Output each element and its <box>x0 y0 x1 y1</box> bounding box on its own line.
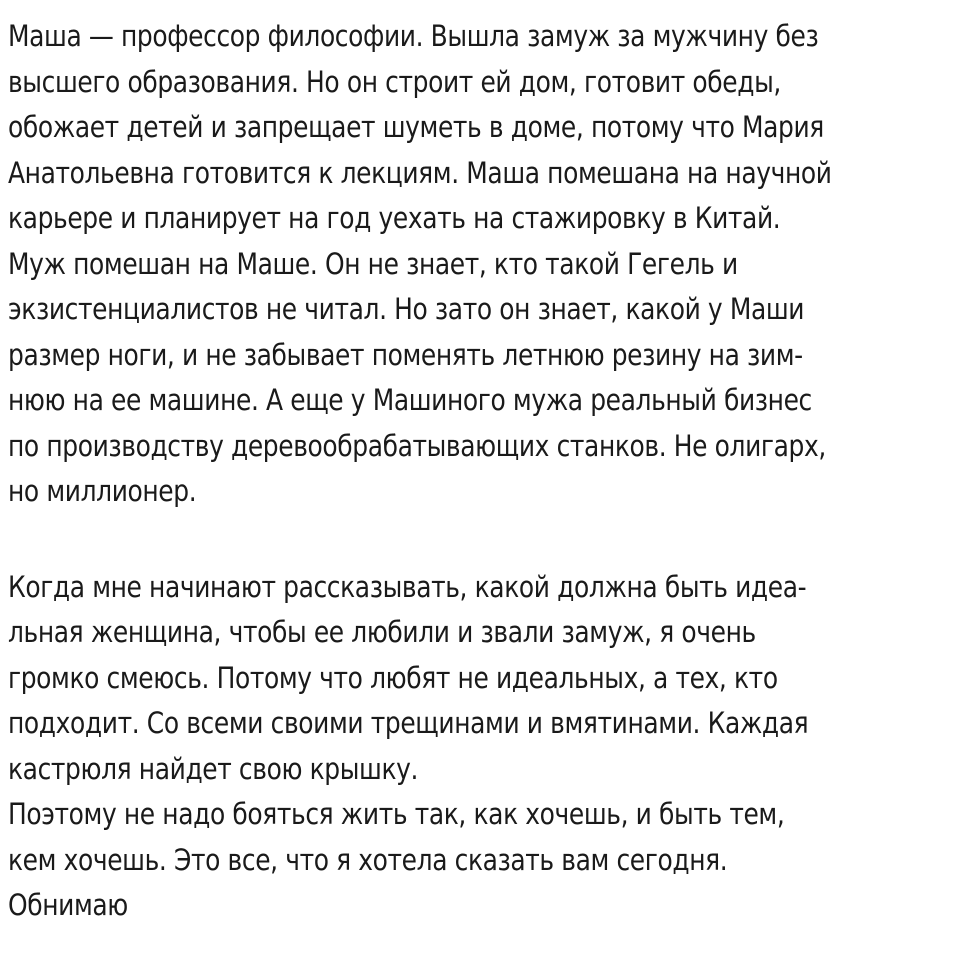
paragraph-1 <box>8 14 950 515</box>
text-line: Когда мне начинают рассказывать, какой должна быть идеа- <box>8 569 807 604</box>
text-line: нюю на ее машине. А еще у Машиного мужа реальный бизнес <box>8 383 812 417</box>
text-line: карьере и планирует на год уехать на стажировку в Китай. <box>8 201 781 235</box>
paragraph-2 <box>8 565 950 929</box>
text-line: по производству деревообрабатывающих станков. Не олигарх, <box>8 428 826 463</box>
text-line: размер ноги, и не забывает поменять летнюю резину на зим- <box>8 337 803 372</box>
text-line: Анатольевна готовится к лекциям. Маша помешана на научной <box>8 155 832 190</box>
text-line: Поэтому не надо бояться жить так, как хочешь, и быть тем, <box>8 797 785 831</box>
text-line: высшего образования. Но он строит ей дом, готовит обеды, <box>8 64 781 99</box>
paragraph-gap <box>8 515 950 565</box>
text-line: Обнимаю <box>8 888 128 922</box>
text-line: кастрюля найдет свою крышку. <box>8 751 419 786</box>
text-line: кем хочешь. Это все, что я хотела сказать вам сегодня. <box>8 842 728 877</box>
text-line: экзистенциалистов не читал. Но зато он знает, какой у Маши <box>8 292 805 326</box>
text-line: подходит. Со всеми своими трещинами и вмятинами. Каждая <box>8 706 809 740</box>
text-line: Маша — профессор философии. Вышла замуж за мужчину без <box>8 19 819 53</box>
text-line: громко смеюсь. Потому что любят не идеальных, а тех, кто <box>8 660 778 695</box>
text-line: но миллионер. <box>8 474 197 508</box>
text-line: обожает детей и запрещает шуметь в доме, потому что Мария <box>8 110 824 144</box>
text-line: Муж помешан на Маше. Он не знает, кто такой Гегель и <box>8 246 738 281</box>
text-line: льная женщина, чтобы ее любили и звали замуж, я очень <box>8 615 756 649</box>
